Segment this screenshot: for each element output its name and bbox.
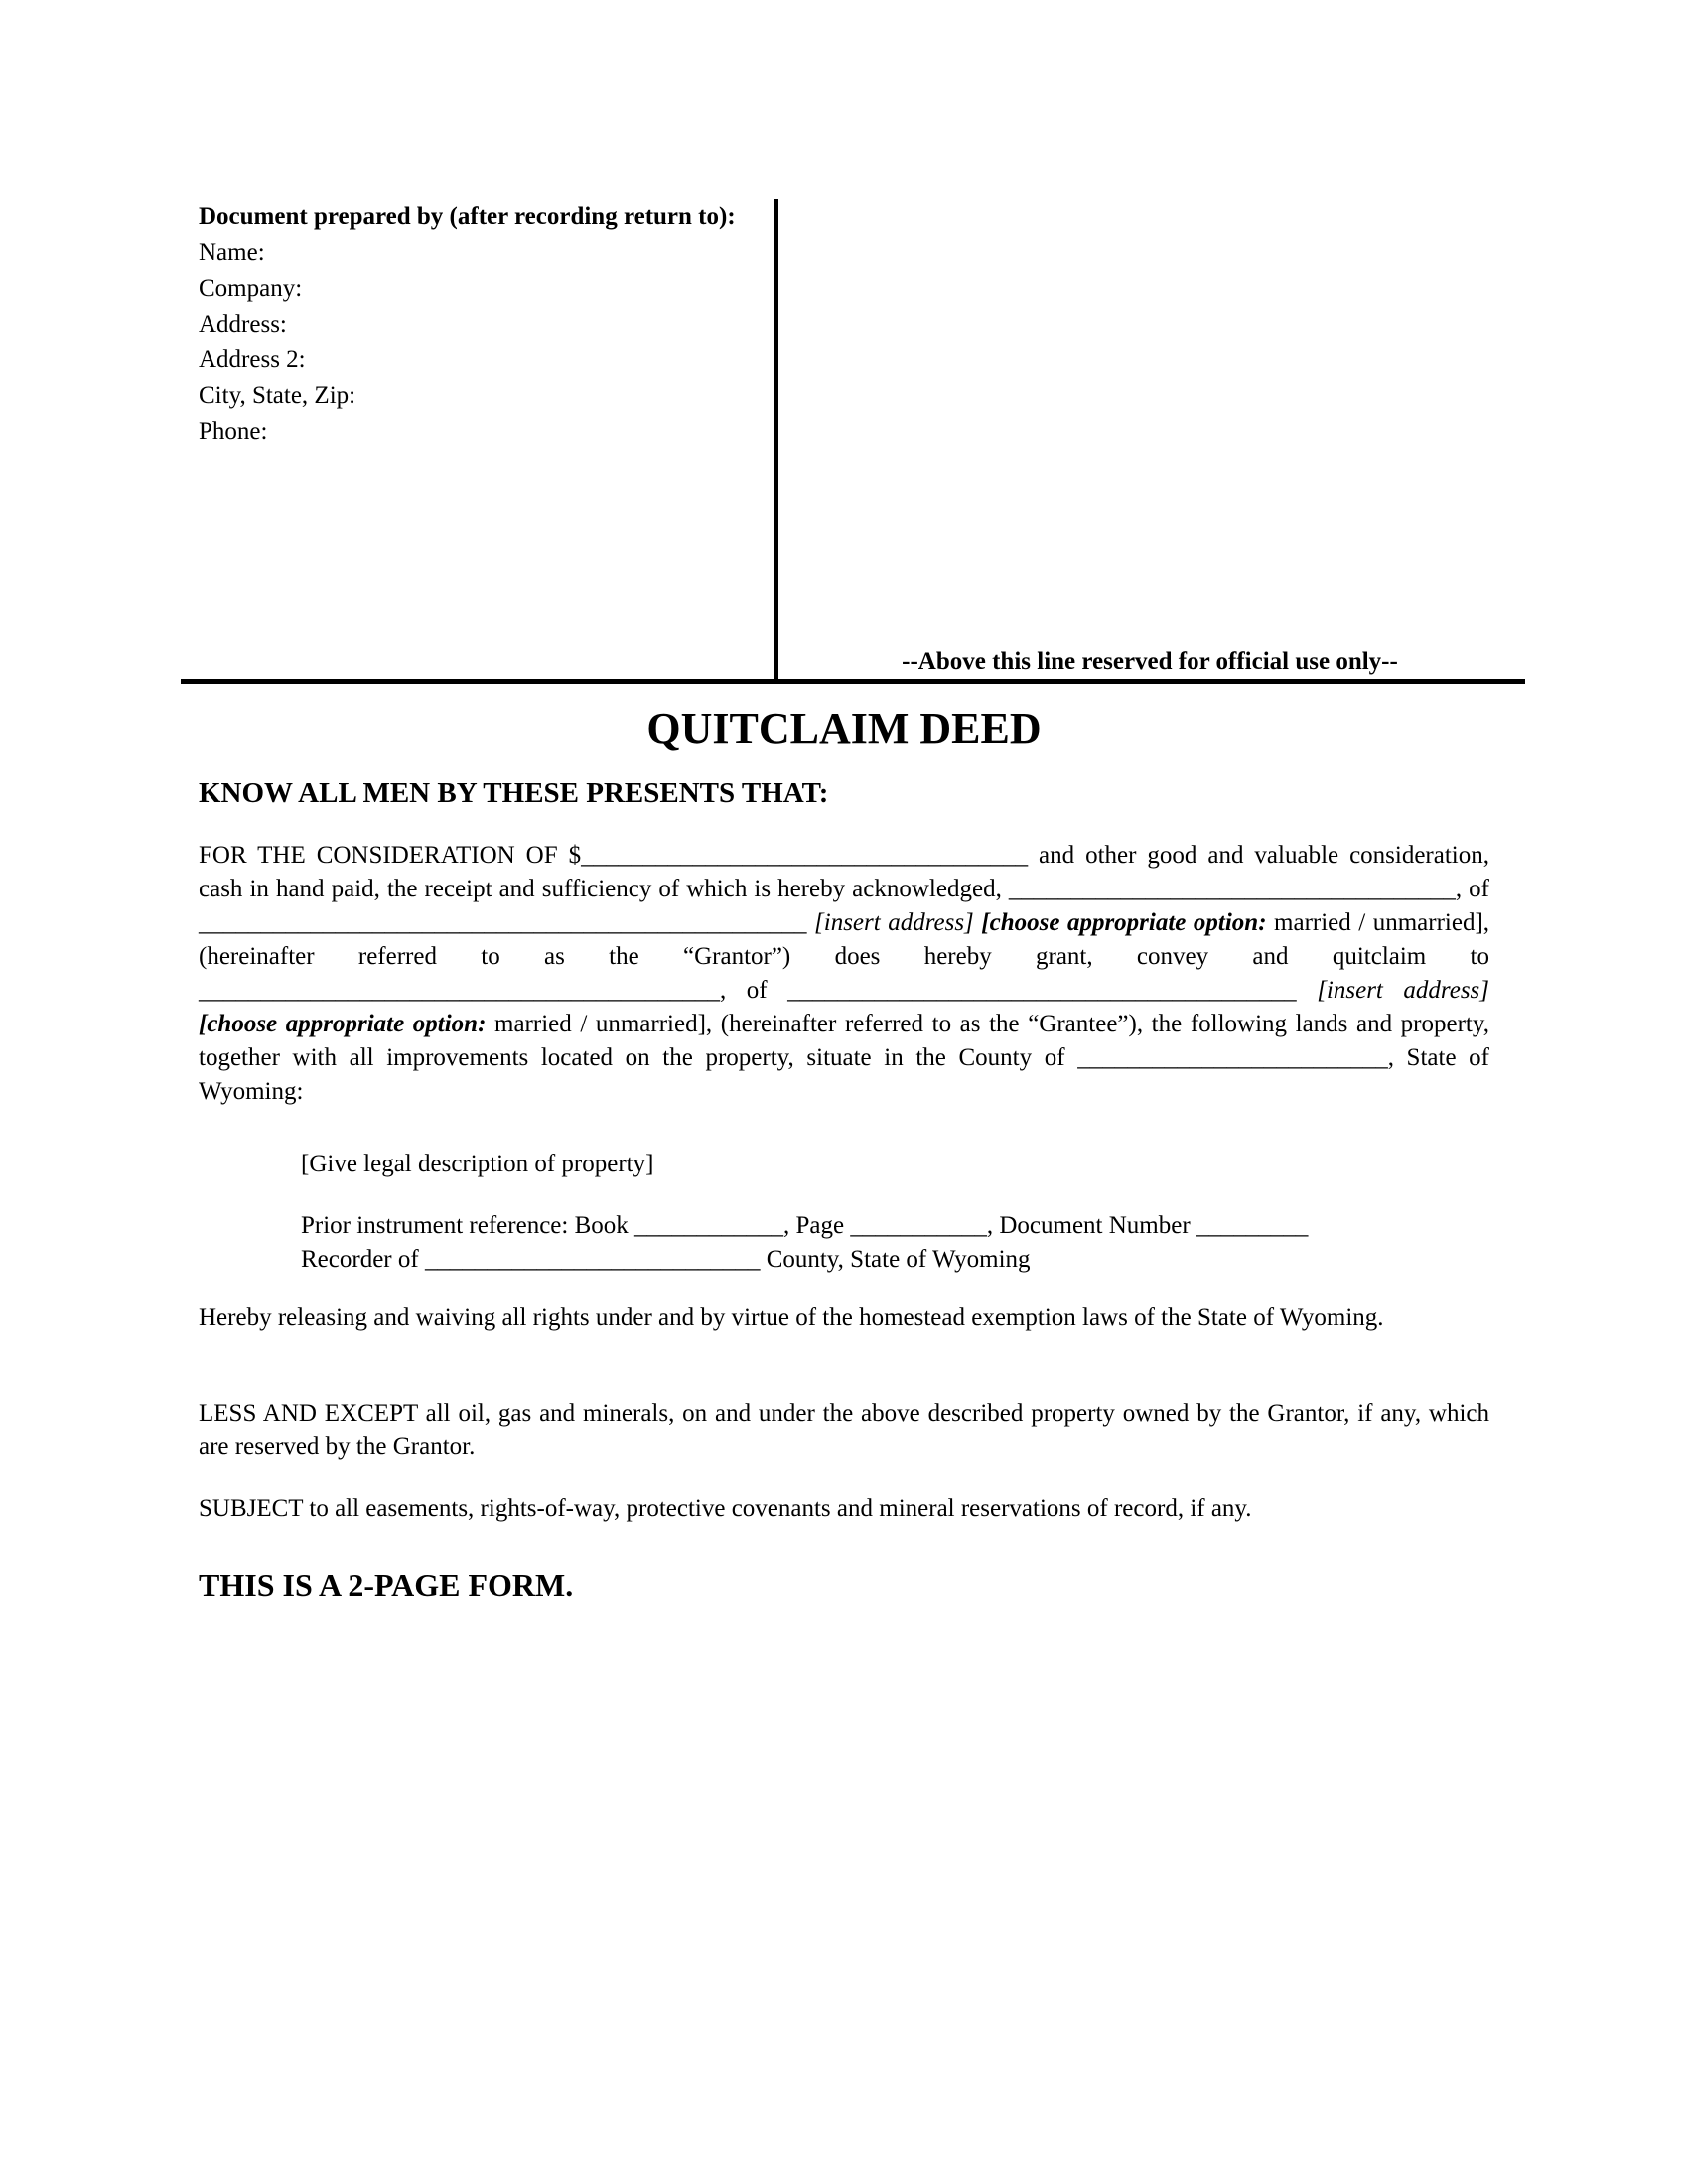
two-page-form-note: THIS IS A 2-PAGE FORM. <box>199 1568 574 1603</box>
legal-description-prompt: [Give legal description of property] <box>301 1151 654 1177</box>
subject-paragraph: SUBJECT to all easements, rights-of-way, protective covenants and mineral reservations of record, if any. <box>199 1495 1252 1522</box>
less-and-except-paragraph: LESS AND EXCEPT all oil, gas and minerals, on and under the above described property owned by the Grantor, if any, which are reserved by the Grantor. <box>199 1400 1489 1460</box>
prepared-by-block <box>199 200 760 450</box>
consideration-text-part-3: married / unmarried], (hereinafter referred to as the “Grantee”), the following lands and property, together with all improvements located on the property, situate in the County of _________________________, State of Wyoming: <box>199 1011 1490 1105</box>
field-label-city-state-zip: City, State, Zip: <box>199 382 356 409</box>
choose-option-note-2: [choose appropriate option: <box>199 1011 487 1037</box>
header-vertical-divider <box>774 199 778 681</box>
consideration-text-part-1: FOR THE CONSIDERATION OF $____________________________________ and other good and valuable consideration, cash in hand paid, the receipt and sufficiency of which is hereby acknowledged, ____________________________________, of _________________________________________________ <box>199 842 1489 936</box>
field-label-name: Name: <box>199 239 265 266</box>
insert-address-note-1: [insert address] <box>814 909 974 936</box>
official-use-note: --Above this line reserved for official use only-- <box>902 648 1398 675</box>
field-label-phone: Phone: <box>199 418 268 445</box>
opening-statement: KNOW ALL MEN BY THESE PRESENTS THAT: <box>199 777 829 809</box>
recorder-line: Recorder of ___________________________ County, State of Wyoming <box>301 1246 1031 1273</box>
prior-instrument-block <box>301 1209 1489 1277</box>
prior-instrument-line: Prior instrument reference: Book ____________, Page ___________, Document Number _________ <box>301 1212 1309 1239</box>
choose-option-note-1: [choose appropriate option: <box>981 909 1267 936</box>
field-label-address2: Address 2: <box>199 346 306 373</box>
field-label-address: Address: <box>199 311 287 338</box>
consideration-paragraph <box>199 839 1489 1109</box>
field-label-company: Company: <box>199 275 303 302</box>
prepared-by-heading: Document prepared by (after recording return to): <box>199 204 736 230</box>
header-horizontal-rule <box>181 679 1525 684</box>
deed-title: QUITCLAIM DEED <box>646 704 1042 752</box>
insert-address-note-2: [insert address] <box>1317 977 1490 1004</box>
consideration-text-part-2: married / unmarried], (hereinafter referred to as the “Grantor”) does hereby grant, convey and quitclaim to __________________________________________, of _________________________________________ <box>199 909 1490 1004</box>
homestead-waiver-paragraph: Hereby releasing and waiving all rights under and by virtue of the homestead exemption laws of the State of Wyoming. <box>199 1304 1384 1331</box>
